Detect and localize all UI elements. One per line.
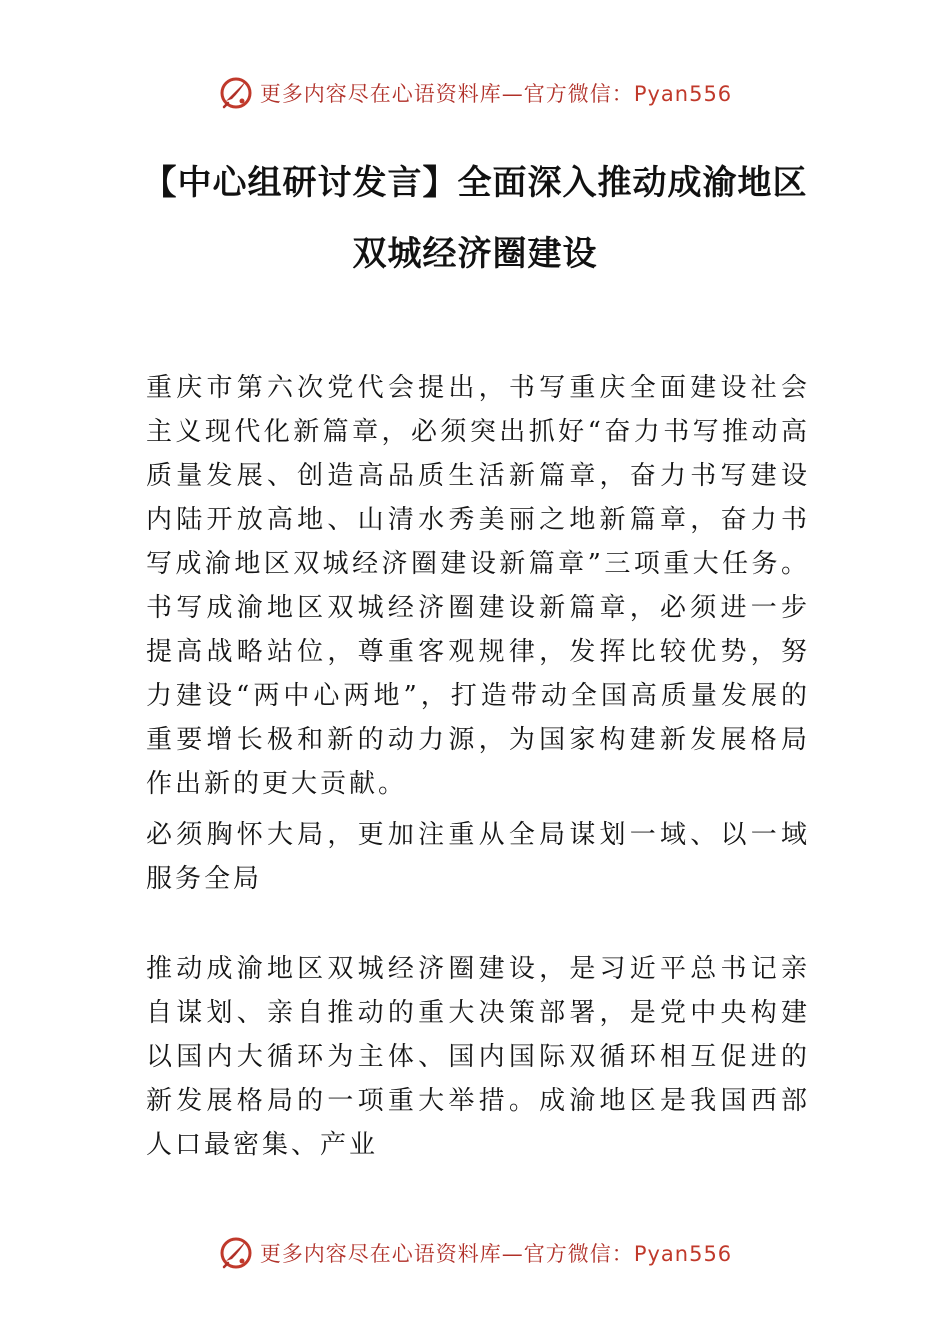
footer-banner-text: 更多内容尽在心语资料库—官方微信：Pyan556 <box>259 1242 733 1266</box>
header-banner <box>0 71 950 115</box>
footer-banner <box>0 1231 950 1275</box>
body-paragraph-3: 推动成渝地区双城经济圈建设，是习近平总书记亲自谋划、亲自推动的重大决策部署，是党中央构建以国内大循环为主体、国内国际双循环相互促进的新发展格局的一项重大举措。成渝地区是我国西部人口最密集、产业 <box>146 954 810 1160</box>
footer-wechat-id: Pyan556 <box>633 1242 733 1266</box>
header-banner-text: 更多内容尽在心语资料库—官方微信：Pyan556 <box>259 82 733 106</box>
header-wechat-id: Pyan556 <box>633 82 733 106</box>
document-title-line-2: 双城经济圈建设 <box>352 234 598 274</box>
document-title-line-1: 【中心组研讨发言】全面深入推动成渝地区 <box>142 163 808 203</box>
quill-pen-logo-icon <box>218 75 254 111</box>
section-heading-paragraph: 必须胸怀大局，更加注重从全局谋划一域、以一域服务全局 <box>146 820 810 894</box>
body-paragraph-1: 重庆市第六次党代会提出，书写重庆全面建设社会主义现代化新篇章，必须突出抓好“奋力书写推动高质量发展、创造高品质生活新篇章，奋力书写建设内陆开放高地、山清水秀美丽之地新篇章，奋力书写成渝地区双城经济圈建设新篇章”三项重大任务。书写成渝地区双城经济圈建设新篇章，必须进一步提高战略站位，尊重客观规律，发挥比较优势，努力建设“两中心两地”，打造带动全国高质量发展的重要增长极和新的动力源，为国家构建新发展格局作出新的更大贡献。 <box>146 373 810 799</box>
quill-pen-logo-icon <box>218 1235 254 1271</box>
